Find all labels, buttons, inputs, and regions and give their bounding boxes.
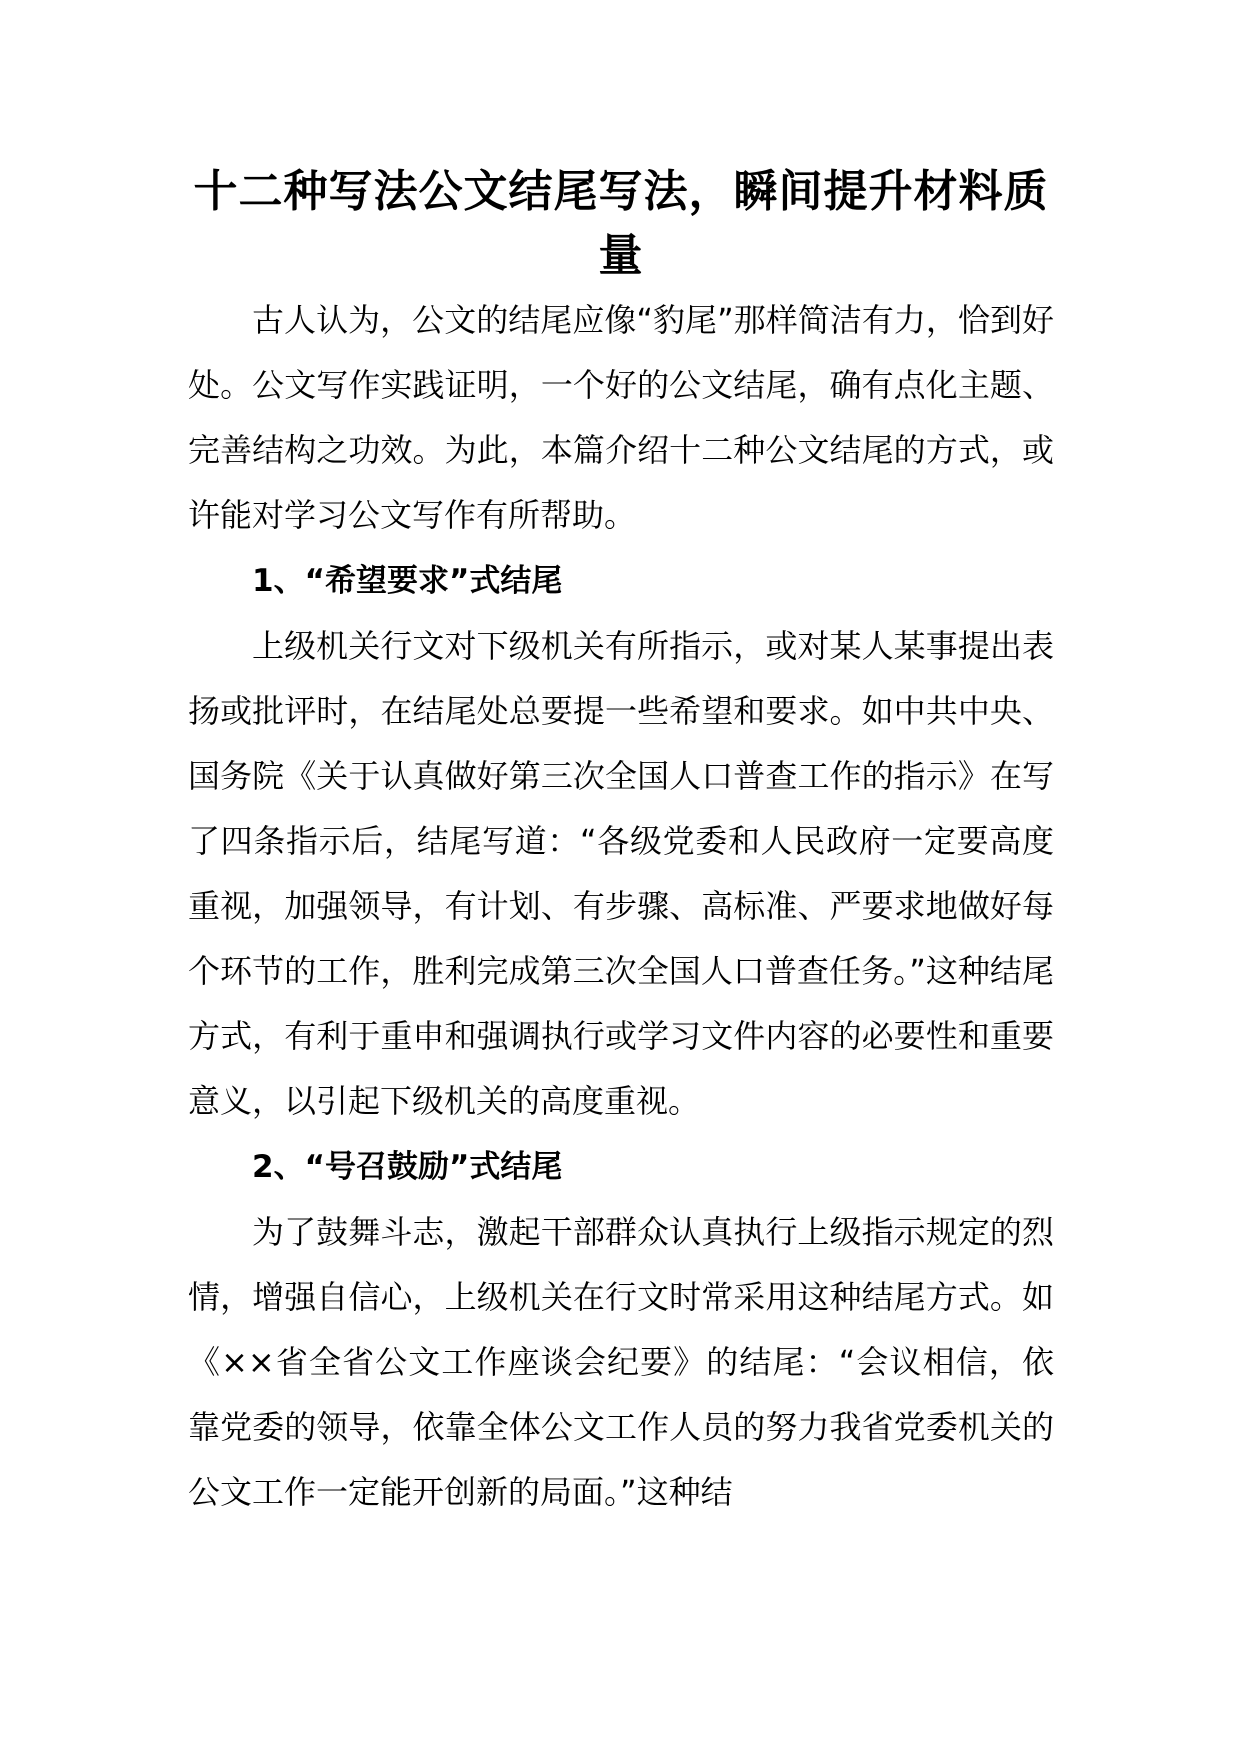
section-body: 上级机关行文对下级机关有所指示，或对某人某事提出表扬或批评时，在结尾处总要提一些希望和要求。如中共中央、国务院《关于认真做好第三次全国人口普查工作的指示》在写了四条指示后，结尾写道：“各级党委和人民政府一定要高度重视，加强领导，有计划、有步骤、高标准、严要求地做好每个环节的工作，胜利完成第三次全国人口普查任务。”这种结尾方式，有利于重申和强调执行或学习文件内容的必要性和重要意义，以引起下级机关的高度重视。 — [188, 627, 1054, 1120]
section-1 — [188, 548, 1054, 1134]
section-heading: 2、“号召鼓励”式结尾 — [252, 1149, 563, 1185]
intro-paragraph: 古人认为，公文的结尾应像“豹尾”那样简洁有力，恰到好处。公文写作实践证明，一个好的公文结尾，确有点化主题、完善结构之功效。为此，本篇介绍十二种公文结尾的方式，或许能对学习公文写作有所帮助。 — [188, 301, 1054, 534]
document-title: 十二种写法公文结尾写法，瞬间提升材料质量 — [193, 166, 1049, 281]
section-heading: 1、“希望要求”式结尾 — [252, 563, 563, 599]
section-body: 为了鼓舞斗志，激起干部群众认真执行上级指示规定的烈情，增强自信心，上级机关在行文时常采用这种结尾方式。如《××省全省公文工作座谈会纪要》的结尾：“会议相信，依靠党委的领导，依靠全体公文工作人员的努力我省党委机关的公文工作一定能开创新的局面。”这种结 — [188, 1213, 1054, 1511]
document-page — [188, 160, 1054, 1525]
section-2 — [188, 1134, 1054, 1525]
